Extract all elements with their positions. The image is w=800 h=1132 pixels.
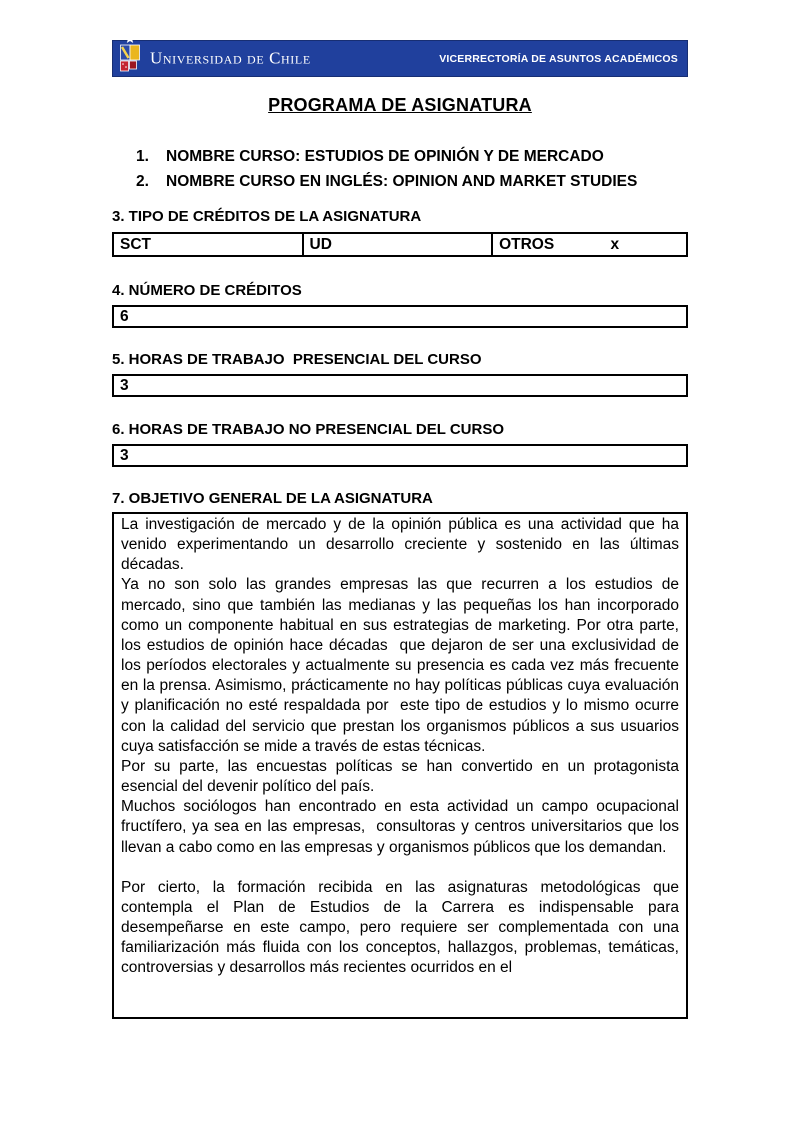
objective-text-box bbox=[112, 512, 688, 1019]
objective-paragraph: La investigación de mercado y de la opinión pública es una actividad que ha venido experimentando un desarrollo creciente y sostenido en las últimas décadas. bbox=[121, 516, 684, 574]
section-heading-contact-hours: 5. HORAS DE TRABAJO PRESENCIAL DEL CURSO bbox=[112, 351, 482, 368]
header-banner bbox=[112, 40, 688, 77]
page-title: PROGRAMA DE ASIGNATURA bbox=[268, 95, 532, 115]
table-row bbox=[113, 233, 687, 256]
credits-value-box: 6 bbox=[112, 305, 688, 328]
credit-cell-label: SCT bbox=[120, 236, 151, 253]
credit-cell-otros bbox=[492, 233, 687, 256]
section-heading-objective: 7. OBJETIVO GENERAL DE LA ASIGNATURA bbox=[112, 490, 433, 507]
list-item-text: NOMBRE CURSO EN INGLÉS: OPINION AND MARKET STUDIES bbox=[166, 173, 638, 190]
university-name: Universidad de Chile bbox=[150, 48, 311, 68]
non-contact-hours-value-box: 3 bbox=[112, 444, 688, 467]
section-heading-non-contact-hours: 6. HORAS DE TRABAJO NO PRESENCIAL DEL CURSO bbox=[112, 421, 504, 438]
section-heading-credit-type: 3. TIPO DE CRÉDITOS DE LA ASIGNATURA bbox=[112, 208, 422, 225]
objective-paragraph: Por cierto, la formación recibida en las asignaturas metodológicas que contempla el Plan de Estudios de la Carrera es indispensable para desempeñarse en este campo, pero requiere ser complementada con una familiarización más fluida con los conceptos, hallazgos, problemas, temáticas, controversias y desarrollos más recientes ocurridos en el bbox=[121, 878, 684, 977]
credit-cell-ud bbox=[303, 233, 493, 256]
contact-hours-value-box: 3 bbox=[112, 374, 688, 397]
list-item-text: NOMBRE CURSO: ESTUDIOS DE OPINIÓN Y DE MERCADO bbox=[166, 148, 604, 165]
credit-cell-sct bbox=[113, 233, 303, 256]
list-item-course-name-english bbox=[112, 169, 688, 194]
document-content bbox=[112, 77, 688, 1019]
objective-paragraph: Ya no son solo las grandes empresas las que recurren a los estudios de mercado, sino que también las medianas y las pequeñas los han incorporado como un componente habitual en sus estrategias de marketing. Por otra parte, los estudios de opinión hace décadas que dejaron de ser una exclusividad de los períodos electorales y actualmente su presencia es cada vez más frecuente en la prensa. Asimismo, prácticamente no hay políticas públicas cuya evaluación y planificación no esté respaldada por este tipo de estudios y lo mismo ocurre con la calidad del servicio que prestan los organismos públicos a sus usuarios cuya satisfacción se mide a través de estas técnicas. bbox=[121, 576, 684, 755]
section-heading-credits: 4. NÚMERO DE CRÉDITOS bbox=[112, 282, 302, 299]
objective-paragraph: Por su parte, las encuestas políticas se han convertido en un protagonista esencial del devenir político del país. bbox=[121, 757, 684, 796]
vicerrectoria-label: VICERRECTORÍA DE ASUNTOS ACADÉMICOS bbox=[439, 52, 678, 65]
objective-paragraph-blank bbox=[121, 858, 679, 878]
list-item-course-name bbox=[112, 144, 688, 169]
credit-cell-label: OTROS bbox=[499, 236, 555, 253]
credit-type-table bbox=[112, 232, 688, 257]
objective-paragraph: Muchos sociólogos han encontrado en esta actividad un campo ocupacional fructífero, ya sea en las empresas, consultoras y centros universitarios que los llevan a cabo como en las empresas y organismos públicos que los demandan. bbox=[121, 798, 684, 856]
list-item-number: 1. bbox=[136, 148, 149, 165]
course-name-list bbox=[112, 144, 688, 194]
list-item-number: 2. bbox=[136, 173, 149, 190]
credit-cell-label: UD bbox=[309, 236, 332, 253]
credit-cell-value: x bbox=[610, 236, 620, 253]
